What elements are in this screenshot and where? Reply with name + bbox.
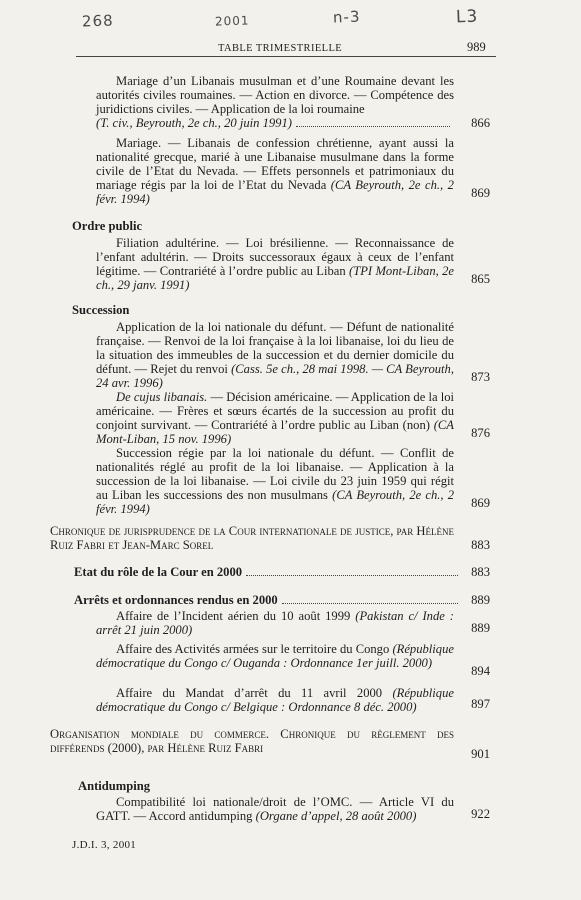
entry-page-number: 897 bbox=[471, 697, 490, 711]
toc-entry bbox=[74, 593, 462, 607]
entry-page-number: 922 bbox=[471, 807, 490, 821]
entry-citation: (CA Beyrouth, 2e ch., 2 févr. 1994) bbox=[96, 488, 454, 516]
toc-entry bbox=[96, 136, 454, 206]
toc-entry bbox=[96, 320, 454, 390]
entry-page-number: 901 bbox=[471, 747, 490, 761]
section-heading: Succession bbox=[72, 303, 130, 317]
entry-citation: (République démocratique du Congo c/ Belgique : Ordonnance 8 déc. 2000) bbox=[96, 686, 454, 714]
running-header-title: TABLE TRIMESTRIELLE bbox=[218, 43, 343, 54]
toc-entry bbox=[96, 390, 454, 446]
dot-leader bbox=[296, 126, 450, 127]
entry-text: Compatibilité loi nationale/droit de l’OMC. — Article VI du GATT. — Accord antidumping bbox=[96, 795, 454, 823]
entry-citation: (T. civ., Beyrouth, 2e ch., 20 juin 1991) bbox=[96, 116, 292, 130]
footer-journal-ref: J.D.I. 3, 2001 bbox=[72, 839, 137, 851]
entry-page-number: 869 bbox=[471, 496, 490, 510]
entry-citation: (Cass. 5e ch., 28 mai 1998. — CA Beyrouth, 24 avr. 1996) bbox=[96, 362, 454, 390]
entry-page-number: 883 bbox=[471, 565, 490, 579]
entry-page-number: 876 bbox=[471, 426, 490, 440]
dot-leader bbox=[246, 575, 458, 576]
entry-citation: (TPI Mont-Liban, 2e ch., 29 janv. 1991) bbox=[96, 264, 454, 292]
entry-page-number: 883 bbox=[471, 538, 490, 552]
entry-text: Affaire de l’Incident aérien du 10 août 1999 bbox=[116, 609, 351, 623]
entry-page-number: 866 bbox=[471, 116, 490, 130]
toc-entry bbox=[50, 727, 454, 755]
entry-text: Application de la loi nationale du défunt. — Défunt de nationalité française. — Renvoi de la loi française à la loi libanaise, loi du lieu de la situation des immeubles de la succession et du dernier domicile du défunt. — Rejet du renvoi bbox=[96, 320, 454, 376]
toc-entry bbox=[96, 74, 454, 130]
handwritten-note-left: 268 bbox=[81, 11, 114, 31]
toc-entry bbox=[96, 795, 454, 823]
toc-entry bbox=[96, 446, 454, 516]
handwritten-note-center: 2001 bbox=[214, 13, 250, 29]
header-rule bbox=[76, 56, 496, 57]
entry-text: Mariage d’un Libanais musulman et d’une Roumaine devant les autorités civiles roumaines. — Action en divorce. — Compétence des juridictions civiles. — Application de la loi roumaine bbox=[96, 74, 454, 116]
entry-citation: (CA Beyrouth, 2e ch., 2 févr. 1994) bbox=[96, 178, 454, 206]
entry-text: Affaire du Mandat d’arrêt du 11 avril 2000 bbox=[116, 686, 383, 700]
entry-text: Chronique de jurisprudence de la Cour internationale de justice, par Hélène Ruiz Fabri et Jean-Marc Sorel bbox=[50, 524, 454, 552]
entry-text: Etat du rôle de la Cour en 2000 bbox=[74, 565, 243, 579]
section-heading: Ordre public bbox=[72, 219, 143, 233]
entry-citation: (CA Mont-Liban, 15 nov. 1996) bbox=[96, 418, 454, 446]
entry-text: Affaire des Activités armées sur le territoire du Congo bbox=[116, 642, 390, 656]
toc-entry bbox=[50, 524, 454, 552]
entry-citation: (République démocratique du Congo c/ Ouganda : Ordonnance 1er juill. 2000) bbox=[96, 642, 454, 670]
entry-page-number: 865 bbox=[471, 272, 490, 286]
entry-text: Filiation adultérine. — Loi brésilienne. — Reconnaissance de l’enfant adultérin. — Droits successoraux égaux à ceux de l’enfant légitime. — Contrariété à l’ordre public au Liban bbox=[96, 236, 454, 278]
entry-text: Arrêts et ordonnances rendus en 2000 bbox=[74, 593, 278, 607]
dot-leader bbox=[282, 603, 458, 604]
toc-entry bbox=[96, 609, 454, 637]
entry-text: Organisation mondiale du commerce. Chronique du règlement des différends (2000), par Hélène Ruiz Fabri bbox=[50, 727, 454, 755]
entry-text: — Décision américaine. — Application de la loi américaine. — Frères et sœurs écartés de la succession au profit du conjoint survivant. — Contrariété à l’ordre public au Liban (non) bbox=[96, 390, 454, 432]
entry-citation: (Organe d’appel, 28 août 2000) bbox=[255, 809, 417, 823]
toc-entry bbox=[96, 686, 454, 714]
entry-citation: (Pakistan c/ Inde : arrêt 21 juin 2000) bbox=[96, 609, 454, 637]
toc-entry bbox=[74, 565, 462, 579]
entry-page-number: 889 bbox=[471, 593, 490, 607]
entry-lead: De cujus libanais. bbox=[116, 390, 208, 404]
toc-entry bbox=[96, 642, 454, 670]
section-heading: Antidumping bbox=[78, 779, 151, 793]
entry-page-number: 869 bbox=[471, 186, 490, 200]
handwritten-note-mid: n-3 bbox=[332, 7, 361, 27]
entry-page-number: 873 bbox=[471, 370, 490, 384]
entry-text: Mariage. — Libanais de confession chrétienne, ayant aussi la nationalité grecque, marié à une Libanaise musulmane dans la forme civile de l’Etat du Nevada. — Effets personnels et patrimoniaux du mariage régis par la loi de l’Etat du Nevada bbox=[96, 136, 454, 192]
entry-page-number: 889 bbox=[471, 621, 490, 635]
toc-entry bbox=[96, 236, 454, 292]
running-header-page-number: 989 bbox=[467, 40, 486, 54]
handwritten-note-right: L3 bbox=[455, 6, 479, 28]
entry-text: Succession régie par la loi nationale du défunt. — Conflit de nationalités réglé au profit de la loi libanaise. — Application à la succession de la loi libanaise. — Loi civile du 23 juin 1959 qui régit au Liban les successions des non musulmans bbox=[96, 446, 454, 502]
entry-page-number: 894 bbox=[471, 664, 490, 678]
